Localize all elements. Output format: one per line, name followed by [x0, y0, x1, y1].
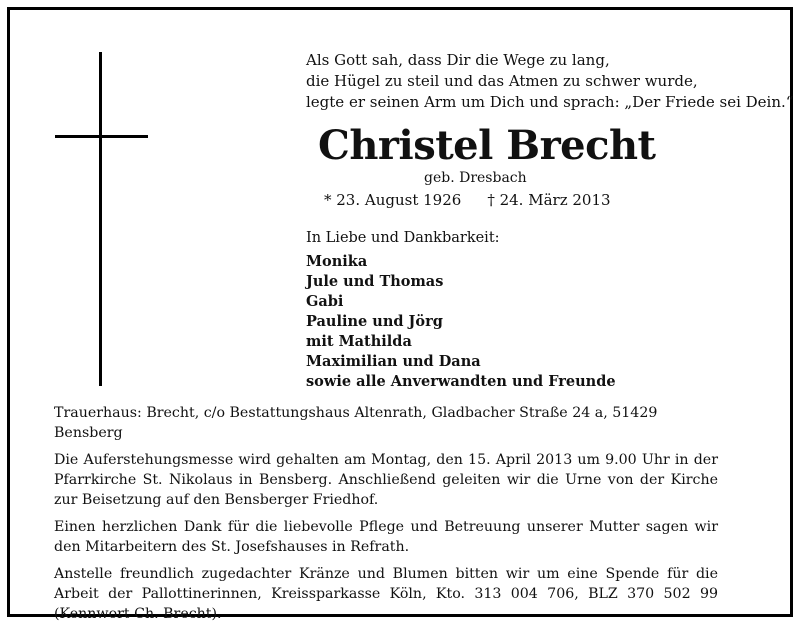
cross-vertical-bar: [99, 52, 102, 386]
memorial-quote: [306, 50, 793, 113]
funeral-mass-info: Die Auferstehungsmesse wird gehalten am Montag, den 15. April 2013 um 9.00 Uhr in der Pfarrkirche St. Nikolaus in Bensberg. Anschließend geleiten wir die Urne von der Kirche zur Beisetzung auf den Bensberger Friedhof.: [54, 452, 718, 508]
birth-name: geb. Dresbach: [424, 170, 527, 186]
mourner: Pauline und Jörg: [306, 313, 443, 330]
thanks-heading: In Liebe und Dankbarkeit:: [306, 230, 500, 246]
mourner: Jule und Thomas: [306, 273, 444, 290]
quote-line: legte er seinen Arm um Dich und sprach: „Der Friede sei Dein.“: [306, 93, 794, 111]
death-date: † 24. März 2013: [487, 191, 611, 209]
mourner: sowie alle Anverwandten und Freunde: [306, 373, 616, 390]
mourning-house-address: Trauerhaus: Brecht, c/o Bestattungshaus Altenrath, Gladbacher Straße 24 a, 51429 Bensberg: [54, 405, 658, 441]
mourner: Gabi: [306, 293, 344, 310]
mourner: mit Mathilda: [306, 333, 412, 350]
mourners-list: [306, 252, 616, 392]
cross-horizontal-bar: [55, 135, 148, 138]
thank-you-note: Einen herzlichen Dank für die liebevolle Pflege und Betreuung unserer Mutter sagen wir den Mitarbeitern des St. Josefshauses in Refrath.: [54, 519, 718, 555]
mourner: Maximilian und Dana: [306, 353, 481, 370]
quote-line: die Hügel zu steil und das Atmen zu schwer wurde,: [306, 72, 698, 90]
quote-line: Als Gott sah, dass Dir die Wege zu lang,: [306, 51, 610, 69]
donation-request: Anstelle freundlich zugedachter Kränze und Blumen bitten wir um eine Spende für die Arbeit der Pallottinerinnen, Kreissparkasse Köln, Kto. 313 004 706, BLZ 370 502 99 (Kennwort Ch. Brecht).: [54, 566, 718, 622]
life-dates: [324, 191, 611, 209]
birth-date: * 23. August 1926: [324, 191, 462, 209]
notice-details: [54, 403, 718, 631]
obituary-notice: [7, 7, 794, 622]
mourner: Monika: [306, 253, 368, 270]
deceased-name: Christel Brecht: [318, 122, 656, 169]
